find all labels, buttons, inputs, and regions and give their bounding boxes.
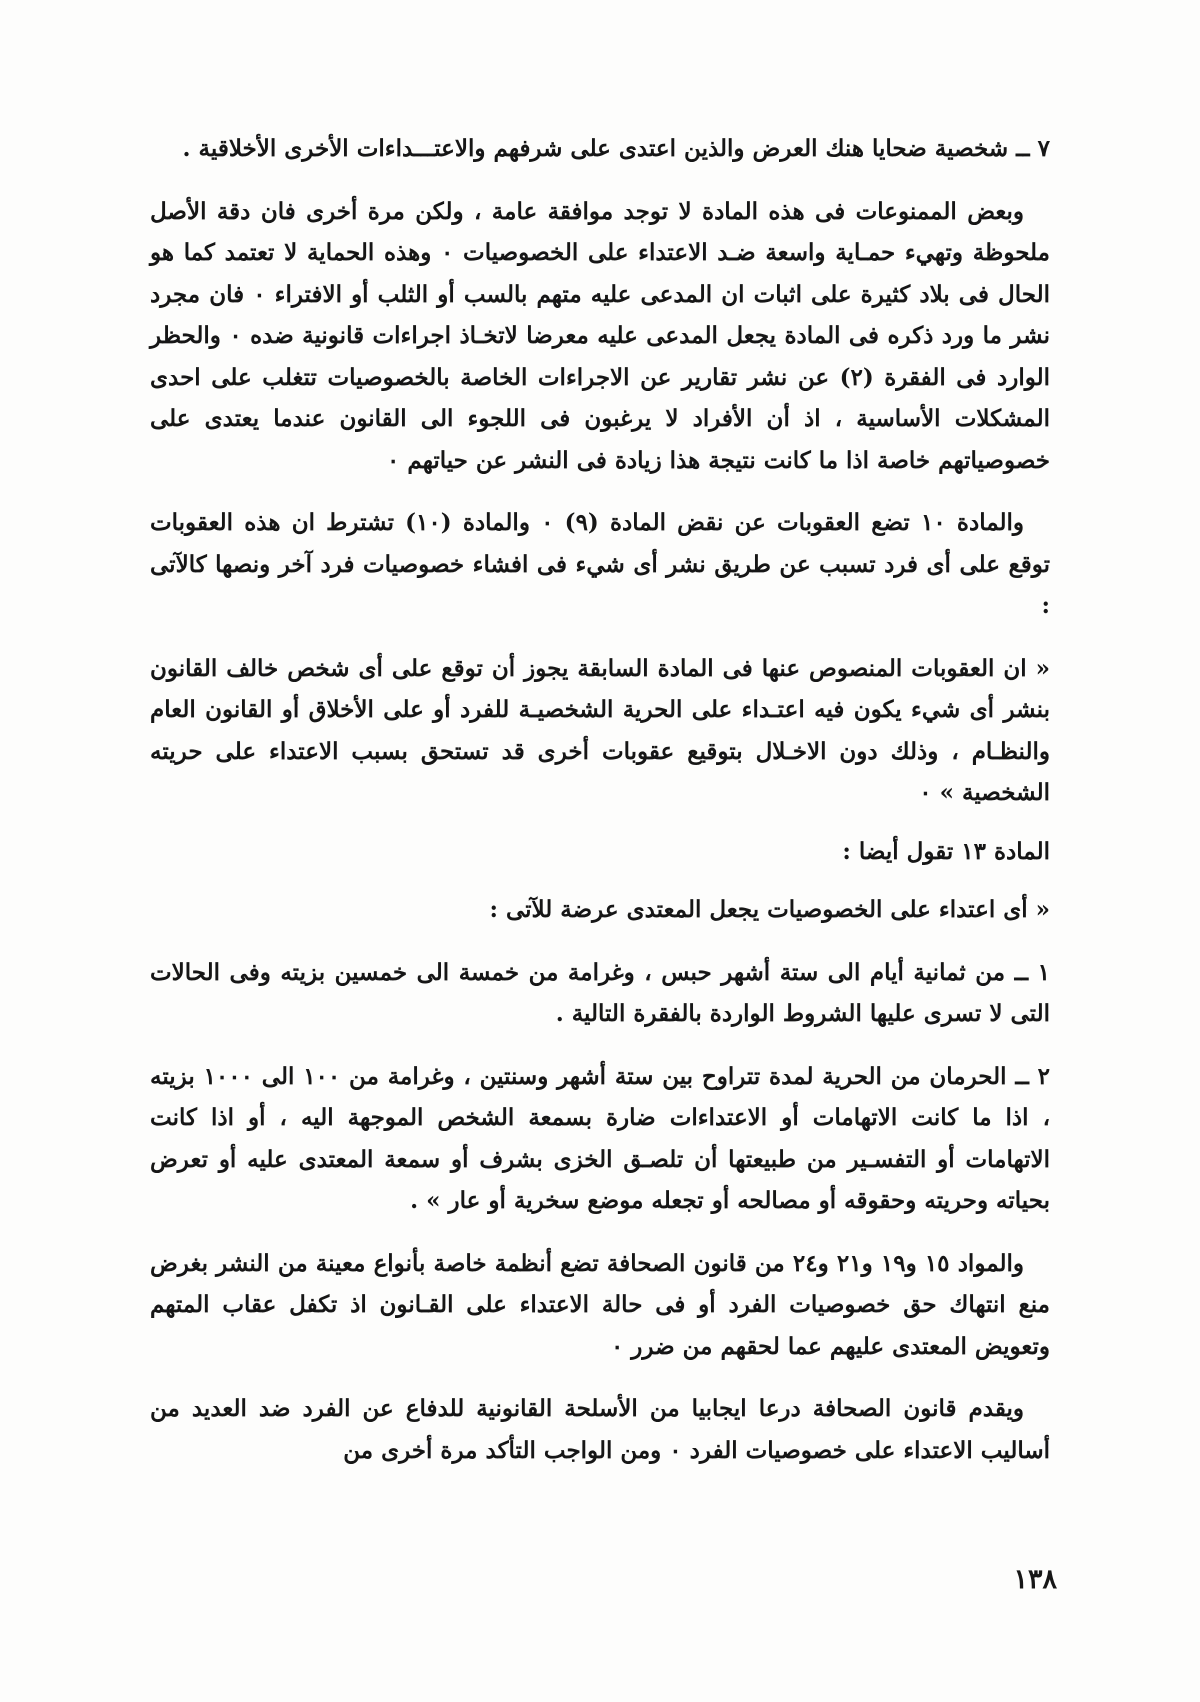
paragraph-privacy-protection: وبعض الممنوعات فى هذه المادة لا توجد موافقة عامة ، ولكن مرة أخرى فان دقة الأصل ملحوظة وتهيء حمـاية واسعة ضـد الاعتداء على الخصوصيات ٠ وهذه الحماية لا تعتمد كما هو الحال فى بلاد كثيرة على اثبات ان المدعى عليه متهم بالسب أو الثلب أو الافتراء ٠ فان مجرد نشر ما ورد ذكره فى المادة يجعل المدعى عليه معرضا لاتخـاذ اجراءات قانونية ضده ٠ والحظر الوارد فى الفقرة (٢) عن نشر تقارير عن الاجراءات الخاصة بالخصوصيات تتغلب على احدى المشكلات الأساسية ، اذ أن الأفراد لا يرغبون فى اللجوء الى القانون عندما يعتدى على خصوصياتهم خاصة اذا ما كانت نتيجة هذا زيادة فى النشر عن حياتهم ٠ xyxy=(150,197,1051,474)
paragraph-item-7: ٧ ــ شخصية ضحايا هنك العرض والذين اعتدى على شرفهم والاعتـــداءات الأخرى الأخلاقية . xyxy=(182,135,1050,162)
paragraph-item-1: ١ ــ من ثمانية أيام الى ستة أشهر حبس ، وغرامة من خمسة الى خمسين بزيته وفى الحالات التى لا تسرى عليها الشروط الواردة بالفقرة التالية . xyxy=(150,958,1050,1027)
paragraph-item-2: ٢ ــ الحرمان من الحرية لمدة تتراوح بين ستة أشهر وسنتين ، وغرامة من ١٠٠ الى ١٠٠٠ بزيته ، اذا ما كانت الاتهامات أو الاعتداءات ضارة بسمعة الشخص الموجهة اليه ، أو اذا كانت الاتهامات أو التفسـير من طبيعتها أن تلصـق الخزى بشرف أو سمعة المعتدى عليه أو تعرض بحياته وحريته وحقوقه أو مصالحه أو تجعله موضع سخرية أو عار » . xyxy=(150,1062,1050,1214)
paragraph-quoted-intro: « أى اعتداء على الخصوصيات يجعل المعتدى عرضة للآتى : xyxy=(489,896,1050,923)
page-number: ١٣٨ xyxy=(1013,1564,1057,1595)
paragraph-press-law-shield: ويقدم قانون الصحافة درعا ايجابيا من الأسلحة القانونية للدفاع عن الفرد ضد العديد من أساليب الاعتداء على خصوصيات الفرد ٠ ومن الواجب التأكد مرة أخرى من xyxy=(150,1395,1050,1464)
paragraph-quoted-penalties: « ان العقوبات المنصوص عنها فى المادة السابقة يجوز أن توقع على أى شخص خالف القانون بنشر أى شيء يكون فيه اعتـداء على الحرية الشخصيـة للفرد أو على الأخلاق أو القانون العام والنظـام ، وذلك دون الاخـلال بتوقيع عقوبات أخرى قد تستحق بسبب الاعتداء على حريته الشخصية » ٠ xyxy=(150,654,1050,806)
paragraph-article-10: والمادة ١٠ تضع العقوبات عن نقض المادة (٩) ٠ والمادة (١٠) تشترط ان هذه العقوبات توقع على أى فرد تسبب عن طريق نشر أى شيء فى افشاء خصوصيات فرد آخر ونصها كالآتى : xyxy=(150,509,1050,619)
paragraph-press-law-articles: والمواد ١٥ و١٩ و٢١ و٢٤ من قانون الصحافة تضع أنظمة خاصة بأنواع معينة من النشر بغرض منع انتهاك حق خصوصيات الفرد أو فى حالة الاعتداء على القـانون اذ تكفل عقاب المتهم وتعويض المعتدى عليهم عما لحقهم من ضرر ٠ xyxy=(150,1249,1050,1360)
document-body xyxy=(150,128,1050,1471)
paragraph-article-13-heading: المادة ١٣ تقول أيضا : xyxy=(842,837,1050,865)
